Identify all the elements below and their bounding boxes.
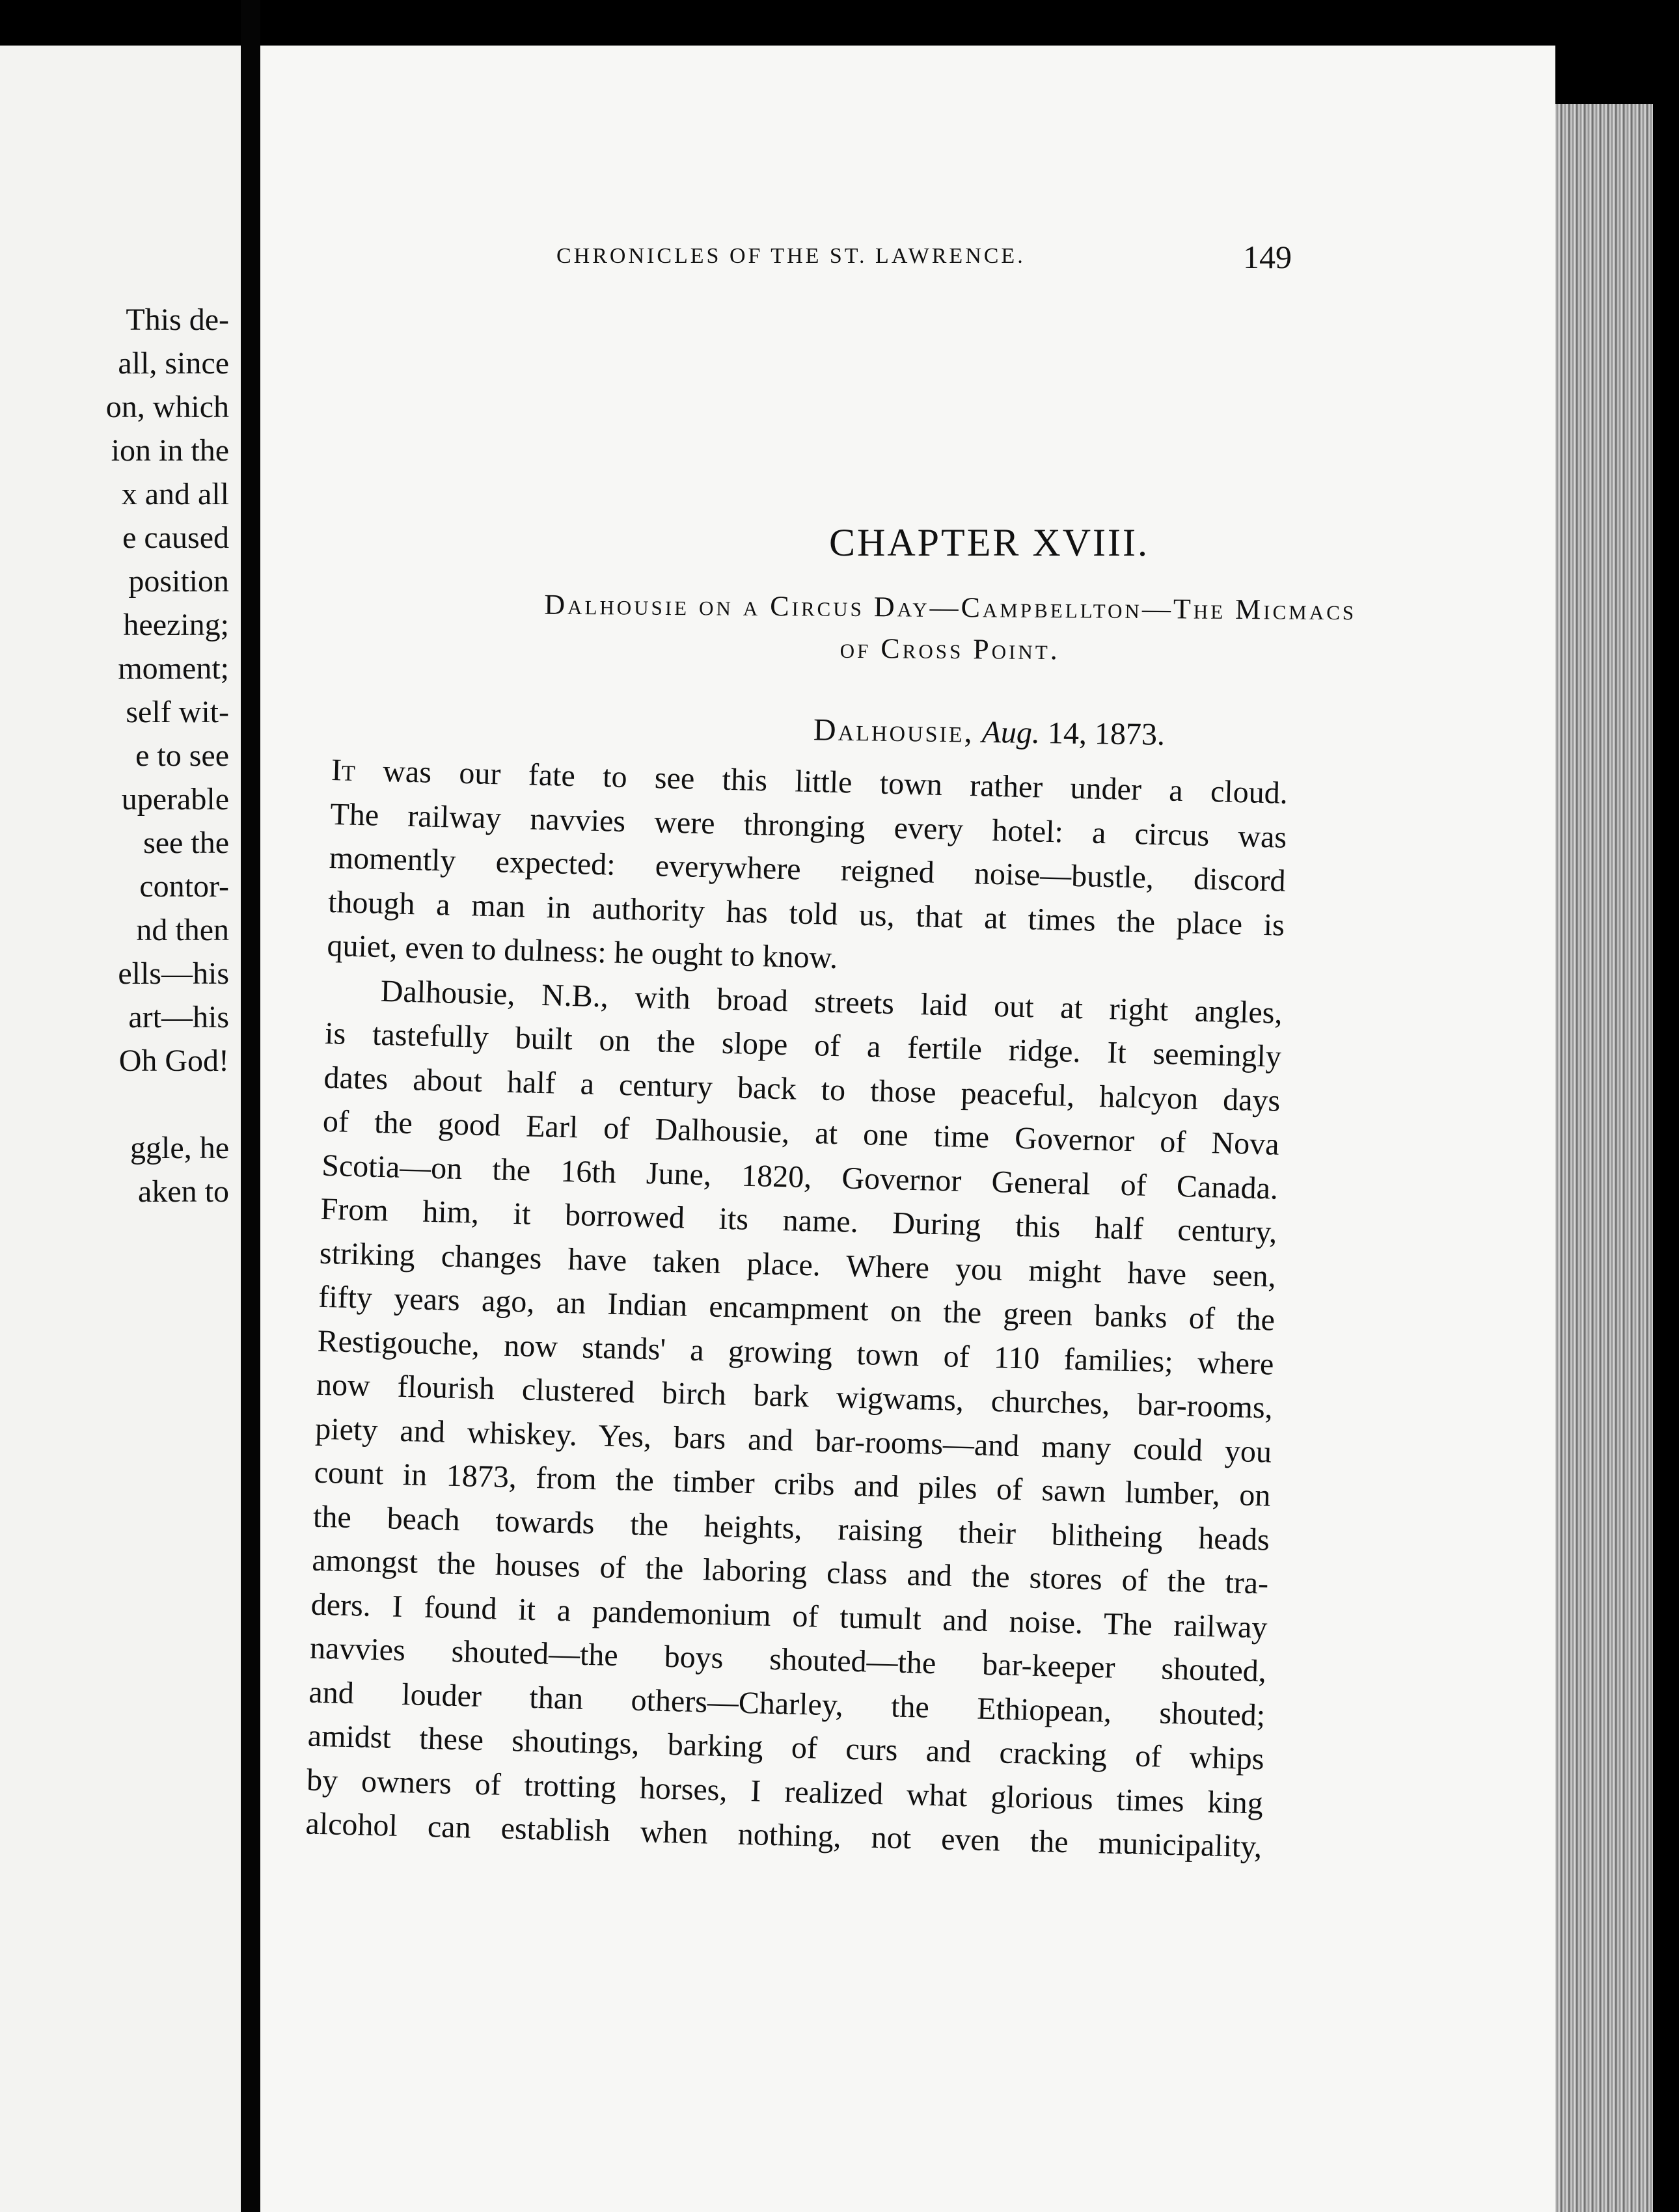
paragraph-2-line: is tastefully built on the slope of a fertile ridge. It seemingly <box>324 1016 1282 1074</box>
chapter-subtitle-line2: of Cross Point. <box>840 632 1060 666</box>
chapter-title: CHAPTER XVIII. <box>829 521 1149 564</box>
facing-line: aken to <box>138 1174 229 1209</box>
facing-line: position <box>128 564 229 599</box>
paragraph-2-line: now flourish clustered birch bark wigwams, churches, bar-rooms, <box>316 1367 1274 1425</box>
paragraph-2-line: Restigouche, now stands' a growing town of 110 families; where <box>317 1323 1274 1382</box>
dateline-date: 14, 1873. <box>1047 716 1166 752</box>
facing-line: self wit- <box>126 695 229 729</box>
facing-line: all, since <box>118 346 229 381</box>
paragraph-1-line: quiet, even to dulness: he ought to know. <box>326 928 838 976</box>
facing-line: e caused <box>122 520 229 555</box>
facing-line: art—his <box>128 1000 229 1034</box>
facing-line: on, which <box>105 390 229 424</box>
paragraph-2-line: of the good Earl of Dalhousie, at one time Governor of Nova <box>322 1103 1280 1162</box>
paragraph-2-line: by owners of trotting horses, I realized what glorious times king <box>306 1762 1264 1820</box>
facing-line: ells—his <box>118 956 229 991</box>
paragraph-2-line: and louder than others—Charley, the Ethiopean, shouted; <box>308 1675 1266 1733</box>
dateline <box>813 712 1166 753</box>
paragraph-2-line: alcohol can establish when nothing, not even the municipality, <box>305 1806 1263 1865</box>
facing-line: x and all <box>121 477 229 511</box>
facing-page-text <box>0 298 229 1213</box>
facing-line: moment; <box>118 651 229 686</box>
facing-line: This de- <box>126 303 229 337</box>
paragraph-1-line: though a man in authority has told us, that at times the place is <box>327 884 1285 943</box>
page-number: 149 <box>1243 239 1292 275</box>
paragraph-2-line: the beach towards the heights, raising their blitheing heads <box>312 1499 1270 1558</box>
paragraph-1-line: The railway navvies were thronging every hotel: a circus was <box>329 796 1287 855</box>
facing-line: ggle, he <box>130 1131 229 1165</box>
dateline-month: Aug. <box>981 714 1041 751</box>
paragraph-2-line: From him, it borrowed its name. During this half century, <box>320 1191 1277 1250</box>
chapter-subtitle <box>338 582 1555 674</box>
body-text <box>305 748 1289 1869</box>
facing-line-gap <box>0 1083 229 1126</box>
paragraph-2-line: Scotia—on the 16th June, 1820, Governor General of Canada. <box>321 1148 1279 1206</box>
facing-line: Oh God! <box>118 1044 229 1078</box>
paragraph-1-lead: It <box>331 752 356 788</box>
facing-line: uperable <box>121 782 229 816</box>
page-edges <box>1555 104 1653 2212</box>
paragraph-2-line: amongst the houses of the laboring class and the stores of the tra- <box>311 1543 1269 1601</box>
paragraph-1-line-text: was our fate to see this little town rather under a cloud. <box>355 753 1289 811</box>
paragraph-2-line: fifty years ago, an Indian encampment on the green banks of the <box>318 1279 1276 1338</box>
facing-line: e to see <box>135 738 229 773</box>
main-page <box>260 46 1555 2212</box>
paragraph-2-line: Dalhousie, N.B., with broad streets laid out at right angles, <box>380 973 1283 1031</box>
facing-line: heezing; <box>123 608 229 642</box>
paragraph-2-line: count in 1873, from the timber cribs and piles of sawn lumber, on <box>314 1455 1272 1513</box>
facing-line: contor- <box>139 869 229 904</box>
paragraph-1-line: momently expected: everywhere reigned noise—bustle, discord <box>329 840 1287 898</box>
paragraph-2-line: amidst these shoutings, barking of curs and cracking of whips <box>307 1718 1265 1777</box>
running-head: CHRONICLES OF THE ST. LAWRENCE. <box>556 244 1026 268</box>
paragraph-2-line: striking changes have taken place. Where you might have seen, <box>319 1235 1277 1294</box>
paragraph-2-line: ders. I found it a pandemonium of tumult and noise. The railway <box>310 1587 1268 1645</box>
facing-line: nd then <box>136 913 229 947</box>
facing-line: ion in the <box>111 433 229 468</box>
dateline-place: Dalhousie, <box>813 712 975 749</box>
book-gutter <box>241 0 260 2212</box>
paragraph-2-line: navvies shouted—the boys shouted—the bar-keeper shouted, <box>309 1630 1267 1689</box>
paragraph-2-line: piety and whiskey. Yes, bars and bar-rooms—and many could you <box>314 1411 1272 1470</box>
chapter-subtitle-line1: Dalhousie on a Circus Day—Campbellton—The Micmacs <box>544 588 1357 627</box>
paragraph-2-line: dates about half a century back to those peaceful, halcyon days <box>323 1060 1281 1118</box>
facing-line: see the <box>143 826 229 860</box>
facing-page-left <box>0 46 241 2212</box>
scan-border-right <box>1653 0 1679 2212</box>
